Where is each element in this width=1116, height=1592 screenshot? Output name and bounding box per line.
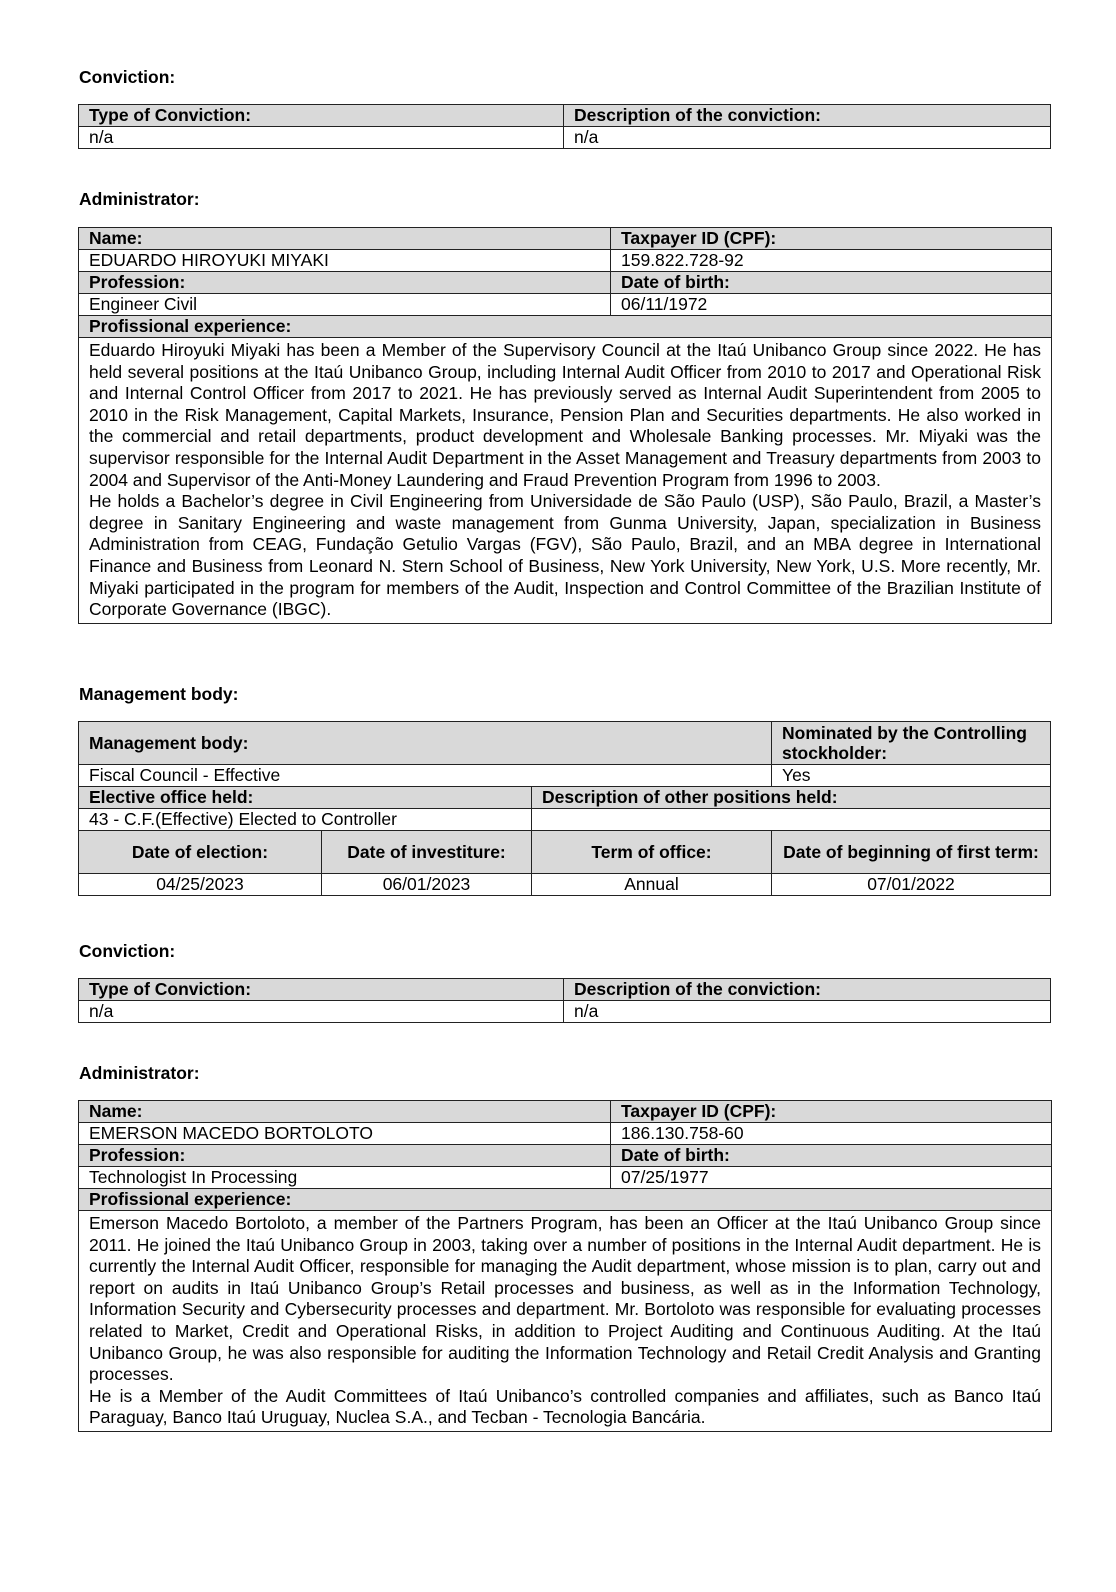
taxpayer-id-value: 186.130.758-60 [611,1123,1052,1145]
date-of-election-value: 04/25/2023 [79,874,322,896]
management-body-value: Fiscal Council - Effective [79,765,772,787]
description-of-conviction-label: Description of the conviction: [564,979,1051,1001]
date-of-first-term-value: 07/01/2022 [772,874,1051,896]
elective-office-value: 43 - C.F.(Effective) Elected to Controller [79,809,532,831]
professional-experience-label: Profissional experience: [79,1189,1052,1211]
date-of-birth-value: 07/25/1977 [611,1167,1052,1189]
experience-paragraph: Emerson Macedo Bortoloto, a member of the Partners Program, has been an Officer at the Itaú Unibanco Group since 2011. He joined the Itaú Unibanco Group in 2003, taking over a number of positions in the Internal Audit department. He is currently the Internal Audit Officer, responsible for managing the Audit department, whose mission is to plan, carry out and report on audits in Itaú Unibanco Group’s Retail processes and business, as well as in the Information Technology, Information Security and Cybersecurity processes and department. Mr. Bortoloto was responsible for evaluating processes related to Market, Credit and Operational Risks, in addition to Project Auditing and Continuous Auditing. At the Itaú Unibanco Group, he was also responsible for auditing the Information Technology and Retail Credit Analysis and Granting processes. [89,1213,1041,1385]
experience-paragraph: He is a Member of the Audit Committees of Itaú Unibanco’s controlled companies and affiliates, such as Banco Itaú Paraguay, Banco Itaú Uruguay, Nuclea S.A., and Tecban - Tecnologia Bancária. [89,1385,1041,1428]
name-value: EDUARDO HIROYUKI MIYAKI [79,250,611,272]
elective-office-label: Elective office held: [79,787,532,809]
profession-value: Technologist In Processing [79,1167,611,1189]
management-body-label: Management body: [79,722,772,765]
conviction-title: Conviction: [79,67,176,87]
taxpayer-id-label: Taxpayer ID (CPF): [611,1101,1052,1123]
date-of-election-label: Date of election: [79,831,322,874]
professional-experience-text [79,338,1052,624]
type-of-conviction-label: Type of Conviction: [79,105,564,127]
name-label: Name: [79,228,611,250]
description-of-conviction-value: n/a [564,1001,1051,1023]
type-of-conviction-label: Type of Conviction: [79,979,564,1001]
other-positions-label: Description of other positions held: [532,787,1051,809]
administrator-title: Administrator: [79,189,200,209]
nominated-value: Yes [772,765,1051,787]
management-body-table [78,721,1051,896]
management-body-title: Management body: [79,684,239,704]
date-of-birth-label: Date of birth: [611,1145,1052,1167]
conviction-table [78,104,1051,149]
date-of-investiture-label: Date of investiture: [322,831,532,874]
profession-label: Profession: [79,1145,611,1167]
date-of-first-term-label: Date of beginning of first term: [772,831,1051,874]
name-label: Name: [79,1101,611,1123]
experience-paragraph: He holds a Bachelor’s degree in Civil Engineering from Universidade de São Paulo (USP), São Paulo, Brazil, a Master’s degree in Sanitary Engineering and waste management from Gunma University, Japan, specialization in Business Administration from CEAG, Fundação Getulio Vargas (FGV), São Paulo, Brazil, and an MBA degree in International Finance and Business from Leonard N. Stern School of Business, New York University, New York, U.S. More recently, Mr. Miyaki participated in the program for members of the Audit, Inspection and Control Committee of the Brazilian Institute of Corporate Governance (IBGC). [89,491,1041,620]
description-of-conviction-label: Description of the conviction: [564,105,1051,127]
nominated-by-controlling-stockholder-label: Nominated by the Controlling stockholder: [772,722,1051,765]
type-of-conviction-value: n/a [79,1001,564,1023]
date-of-investiture-value: 06/01/2023 [322,874,532,896]
experience-paragraph: Eduardo Hiroyuki Miyaki has been a Member of the Supervisory Council at the Itaú Unibanco Group since 2022. He has held several positions at the Itaú Unibanco Group, including Internal Audit Officer from 2010 to 2017 and Operational Risk and Internal Control Officer from 2017 to 2021. He has previously served as Internal Audit Superintendent from 2005 to 2010 in the Risk Management, Capital Markets, Insurance, Pension Plan and Securities departments. He also worked in the commercial and retail departments, product development and Wholesale Banking processes. Mr. Miyaki was the supervisor responsible for the Internal Audit Department in the Asset Management and Treasury departments from 2003 to 2004 and Supervisor of the Anti-Money Laundering and Fraud Prevention Program from 1996 to 2003. [89,340,1041,490]
taxpayer-id-label: Taxpayer ID (CPF): [611,228,1052,250]
date-of-birth-label: Date of birth: [611,272,1052,294]
profession-value: Engineer Civil [79,294,611,316]
term-of-office-value: Annual [532,874,772,896]
date-of-birth-value: 06/11/1972 [611,294,1052,316]
taxpayer-id-value: 159.822.728-92 [611,250,1052,272]
professional-experience-text [79,1211,1052,1432]
administrator-title: Administrator: [79,1063,200,1083]
other-positions-value [532,809,1051,831]
conviction-title: Conviction: [79,941,176,961]
conviction-table [78,978,1051,1023]
administrator-table [78,227,1052,624]
administrator-table [78,1100,1052,1432]
type-of-conviction-value: n/a [79,127,564,149]
name-value: EMERSON MACEDO BORTOLOTO [79,1123,611,1145]
description-of-conviction-value: n/a [564,127,1051,149]
profession-label: Profession: [79,272,611,294]
term-of-office-label: Term of office: [532,831,772,874]
professional-experience-label: Profissional experience: [79,316,1052,338]
